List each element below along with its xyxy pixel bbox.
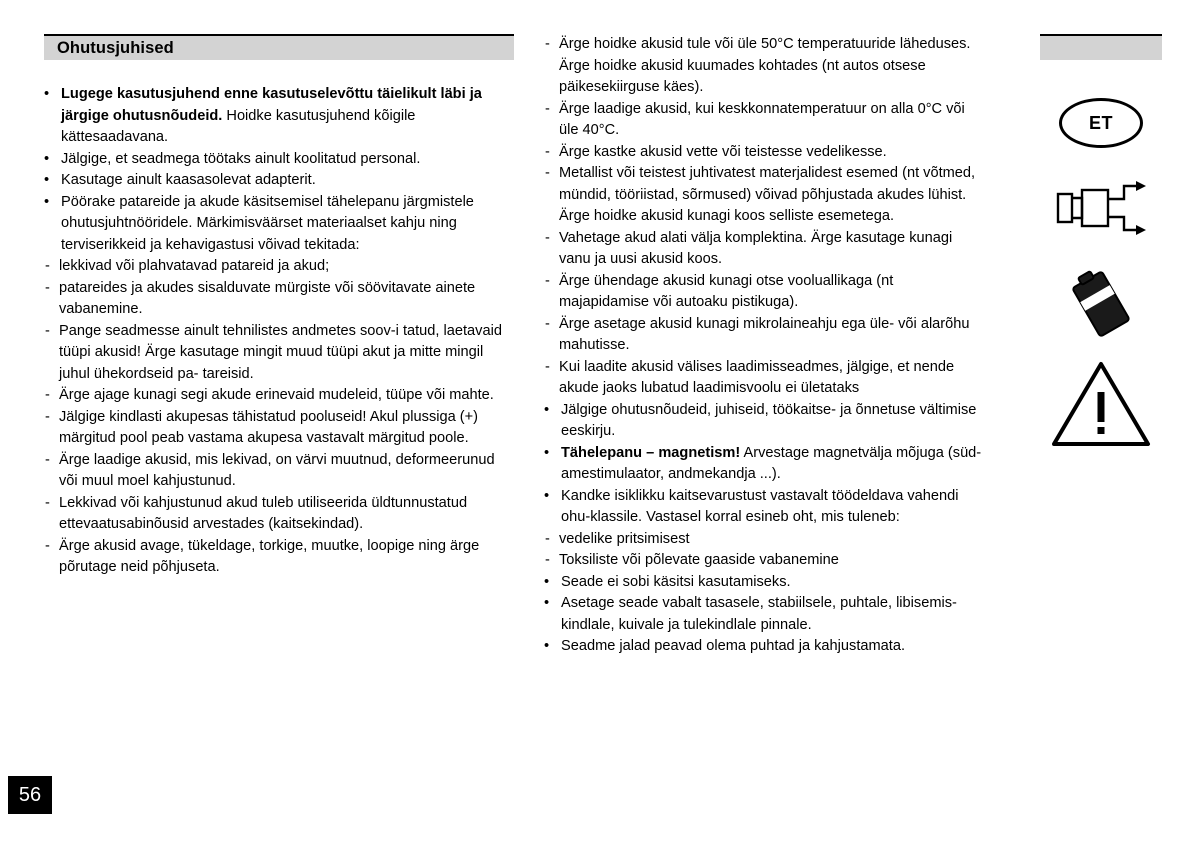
dash-marker: - [45,258,50,274]
bullet-marker: • [44,172,50,188]
list-item-text: Hoidke kasutusjuhend kõigile kättesaadavana. [61,107,416,145]
dash-marker: - [45,322,50,339]
list-item [544,400,986,443]
list-item-text: Toksiliste või põlevate gaaside vabanemine [559,552,839,568]
section-heading [44,34,514,60]
dash-marker: - [545,315,550,332]
list-item [544,99,986,142]
list-item-text: Pange seadmesse ainult tehnilistes andmetes soov-i tatud, laetavaid tüüpi akusid! Ärge kasutage mingit muud tüüpi akut ja mitte mingil juhul ühekordseid pa- tareisid. [59,322,502,382]
power-plug-icon [1040,172,1162,244]
list-item [44,321,514,386]
list-item [544,163,986,228]
list-item [44,278,514,321]
section-heading-label: Ohutusjuhised [57,38,174,57]
list-item-text: Kandke isiklikku kaitsevarustust vastavalt töödeldava vahendi ohu-klassile. Vastasel korral esineb oht, mis tuleneb: [561,487,959,525]
list-item-text: Kui laadite akusid välises laadimisseadmes, jälgige, et nende akude jaoks lubatud laadimisvoolu ei ületataks [559,358,955,396]
left-bullet-list [44,84,514,256]
language-badge-label: ET [1088,112,1113,133]
list-item-text: lekkivad või plahvatavad patareid ja akud; [59,258,330,274]
dash-marker: - [545,143,550,160]
list-item-text: Seadme jalad peavad olema puhtad ja kahjustamata. [561,638,905,654]
list-item-text: Kasutage ainult kaasasolevat adapterit. [61,172,316,188]
right-column [544,34,986,658]
dash-marker: - [45,451,50,468]
right-sub-list [544,529,986,572]
list-item [544,443,986,486]
list-item-text: Jälgige ohutusnõudeid, juhiseid, töökaitse- ja õnnetuse vältimise eeskirju. [561,401,977,439]
page-number-label: 56 [18,783,42,806]
bullet-marker: • [44,150,50,167]
list-item-text: Ärge hoidke akusid tule või üle 50°C temperatuuride läheduses. Ärge hoidke akusid kuumades kohtades (nt autos otsese päikesekiirguse käes). [559,36,971,95]
dash-marker: - [545,552,550,568]
dash-marker: - [545,530,550,547]
bullet-marker: • [44,193,50,210]
right-dash-list-top [544,34,986,400]
page-number [8,776,52,814]
list-item-bold-text: Lugege kasutusjuhend enne kasutuselevõttu täielikult läbi ja järgige ohutusnõudeid. [61,86,482,124]
heading-bar-right [1040,34,1162,60]
right-bullet-list [544,400,986,529]
list-item-text: Asetage seade vabalt tasasele, stabiilsele, puhtale, libisemis- kindlale, kuivale ja tulekindlale pinnale. [561,595,957,633]
right-bullet-list-bottom [544,572,986,658]
list-item [544,314,986,357]
list-item-text: Arvestage magnetvälja mõjuga (süd-amestimulaator, andmekandja ...). [561,444,982,482]
list-item-text: Ärge kastke akusid vette või teistesse vedelikesse. [559,143,887,160]
dash-marker: - [545,36,550,52]
language-badge [1059,98,1143,148]
list-item-text: Jälgige kindlasti akupesas tähistatud pooluseid! Akul plussiga (+) märgitud pool peab vastama akupesa vastavalt märgitud poole. [59,408,479,446]
list-item [44,84,514,149]
bullet-marker: • [544,444,550,461]
list-item [544,486,986,529]
dash-marker: - [45,494,50,511]
bullet-marker: • [544,638,550,654]
list-item [544,550,986,572]
dash-marker: - [45,408,50,425]
warning-triangle-icon [1040,358,1162,450]
list-item [544,529,986,551]
icon-column [1040,34,1162,450]
list-item [44,385,514,407]
list-item [544,636,986,658]
bullet-marker: • [544,595,550,611]
bullet-marker: • [544,573,550,590]
list-item-text: Ärge akusid avage, tükeldage, torkige, muutke, loopige ning ärge põrutage neid põhjuseta. [59,537,480,575]
list-item [544,593,986,636]
list-item-bold-text: Tähelepanu – magnetism! [561,444,741,461]
list-item-text: Ärge asetage akusid kunagi mikrolaineahju ega üle- või alarõhu mahutisse. [559,315,970,353]
list-item-text: Jälgige, et seadmega töötaks ainult koolitatud personal. [61,150,421,167]
left-sub-list [44,256,514,579]
list-item-text: patareides ja akudes sisalduvate mürgiste või söövitavate ainete vabanemine. [59,279,476,317]
list-item-text: Seade ei sobi käsitsi kasutamiseks. [561,573,791,590]
list-item-text: Ärge ajage kunagi segi akude erinevaid mudeleid, tüüpe või mahte. [59,387,494,403]
list-item [44,192,514,257]
list-item [544,34,986,99]
list-item-text: Lekkivad või kahjustunud akud tuleb utiliseerida üldtunnustatud ettevaatusabinõusid arvestades (kaitsekindad). [59,494,468,532]
list-item-text: Ärge laadige akusid, mis lekivad, on värvi muutnud, deformeerunud või muul moel kahjustunud. [59,451,495,489]
dash-marker: - [45,387,50,403]
list-item-text: Ärge ühendage akusid kunagi otse vooluallikaga (nt majapidamise või autoaku pistikuga). [559,272,894,310]
dash-marker: - [545,358,550,375]
list-item [544,271,986,314]
dash-marker: - [45,537,50,554]
dash-marker: - [545,165,550,181]
list-item [44,493,514,536]
bullet-marker: • [544,401,550,418]
list-item [44,450,514,493]
left-column [44,34,514,579]
list-item [544,572,986,594]
list-item-text: Metallist või teistest juhtivatest materjalidest esemed (nt võtmed, mündid, tööriistad, sõrmused) võivad põhjustada akudes lühist. Ärge hoidke akusid kunagi koos selliste esemetega. [559,165,976,224]
list-item [44,536,514,579]
list-item-text: Ärge laadige akusid, kui keskkonnatemperatuur on alla 0°C või üle 40°C. [559,100,965,138]
list-item-text: Pöörake patareide ja akude käsitsemisel tähelepanu järgmistele ohutusjuhtnööridele. Märkimisväärset materiaalset kahju ning terviserikkeid ja kehavigastusi võivad tekitada: [61,193,474,253]
battery-icon [1040,268,1162,340]
language-badge-block [1040,60,1162,148]
list-item [544,357,986,400]
bullet-marker: • [44,86,50,102]
list-item [44,149,514,171]
dash-marker: - [45,279,50,296]
dash-marker: - [545,229,550,246]
bullet-marker: • [544,487,550,504]
list-item [44,407,514,450]
list-item [44,256,514,278]
dash-marker: - [545,272,550,289]
list-item [544,142,986,164]
list-item-text: Vahetage akud alati välja komplektina. Ärge kasutage kunagi vanu ja uusi akusid koos. [559,229,953,267]
dash-marker: - [545,100,550,117]
list-item [544,228,986,271]
list-item [44,170,514,192]
list-item-text: vedelike pritsimisest [559,530,690,547]
